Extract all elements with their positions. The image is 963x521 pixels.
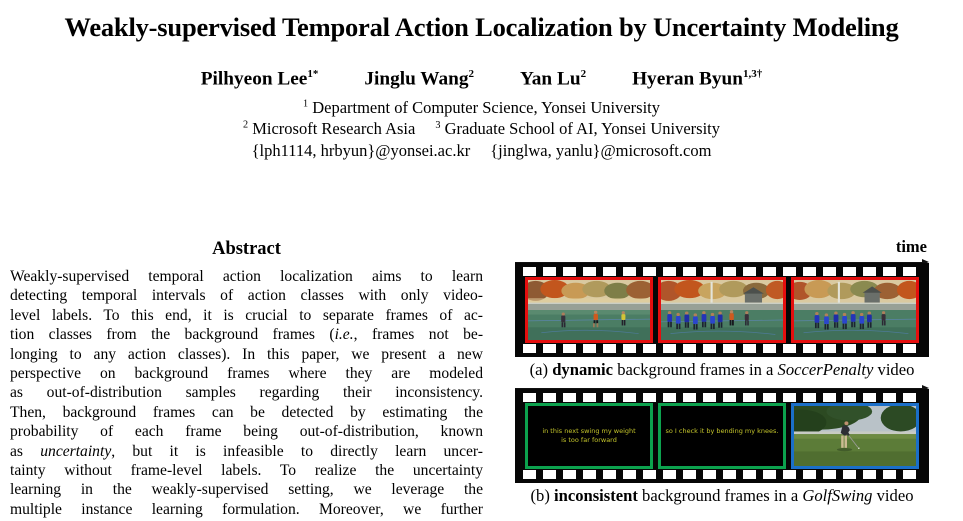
text-segment: multiple instance learning formulation. Moreover, we further [10, 500, 483, 518]
text-segment: Department of Computer Science, Yonsei University [308, 98, 661, 117]
text-segment: level labels. To this end, it is crucial to separate frames of ac- [10, 306, 483, 324]
subtitle-text: so I check it by bending my knees. [665, 427, 779, 435]
time-axis-label: time [895, 237, 927, 256]
video-frame-a1 [525, 277, 653, 343]
text-segment: i.e. [334, 326, 354, 344]
film-sprocket-holes [523, 393, 921, 402]
paper-title: Weakly-supervised Temporal Action Localization by Uncertainty Modeling [64, 12, 899, 42]
author-4: Hyeran Byun$^{1,3\dagger}$ [632, 68, 763, 90]
film-strip-golf [515, 389, 929, 483]
abstract-line [10, 403, 483, 422]
text-segment: , frames not be- [353, 326, 484, 344]
abstract-line [10, 480, 483, 499]
subtitle-text: in this next swing my weight is too far forward [542, 427, 636, 444]
abstract-line [10, 306, 483, 325]
soccer-penalty-photo-2 [661, 280, 783, 340]
text-segment: longing to any action classes). In this paper, we present a new [10, 345, 483, 363]
text-segment: video [873, 360, 915, 379]
author-2: Jinglu Wang$^2$ [364, 68, 474, 90]
film-strip-soccer [515, 263, 929, 357]
abstract-line [10, 286, 483, 305]
video-frame-b2 [658, 403, 786, 469]
text-segment: background frames in a [613, 360, 778, 379]
caption-a [501, 360, 943, 380]
abstract-line [10, 500, 483, 519]
text-segment: uncertainty [40, 442, 112, 460]
text-segment: dynamic [552, 360, 614, 379]
text-segment: 3 [435, 119, 441, 131]
teaser-figure [515, 237, 929, 521]
text-segment: as out-of-distribution samples regarding their inconsistency. [10, 384, 483, 402]
text-segment: {lph1114, hrbyun}@yonsei.ac.kr [251, 141, 471, 160]
text-segment: Weakly-supervised temporal action localization aims to learn [10, 268, 483, 285]
abstract-line [10, 383, 483, 402]
text-segment: perspective on background frames where they are modeled [10, 364, 483, 382]
text-segment: SoccerPenalty [777, 360, 874, 379]
text-segment: {jinglwa, yanlu}@microsoft.com [490, 141, 712, 160]
abstract-line [10, 267, 483, 286]
text-segment: 2 [242, 119, 249, 131]
video-frame-a3 [791, 277, 919, 343]
text-segment: Graduate School of AI, Yonsei University [440, 119, 721, 138]
video-frame-b3 [791, 403, 919, 469]
text-segment: detecting temporal intervals of action classes with only video- [10, 287, 483, 305]
film-sprocket-holes [523, 344, 921, 353]
film-sprocket-holes [523, 267, 921, 276]
golf-swing-photo [794, 406, 916, 466]
abstract-line [10, 345, 483, 364]
text-segment: GolfSwing [802, 486, 873, 505]
caption-b [501, 486, 943, 506]
video-frame-b1 [525, 403, 653, 469]
abstract-section [10, 0, 483, 521]
abstract-line [10, 325, 483, 344]
abstract-heading: Abstract [212, 239, 281, 259]
author-1: Pilhyeon Lee$^{1*}$ [200, 68, 319, 90]
author-3: Yan Lu$^2$ [520, 68, 587, 90]
text-segment: 1 [302, 98, 309, 110]
text-segment: as [10, 442, 41, 460]
abstract-line [10, 442, 483, 461]
text-segment: Then, background frames can be detected by estimating the [10, 403, 483, 421]
soccer-penalty-photo-1 [528, 280, 650, 340]
abstract-body [10, 267, 483, 519]
text-segment: learning in the weakly-supervised setting, we leverage the [10, 481, 483, 499]
text-segment: video [872, 486, 914, 505]
text-segment: background frames in a [637, 486, 803, 505]
soccer-penalty-photo-3 [794, 280, 916, 340]
abstract-line [10, 364, 483, 383]
text-segment: inconsistent [554, 486, 638, 505]
abstract-line [10, 461, 483, 480]
video-frame-a2 [658, 277, 786, 343]
text-segment: probability of each frame being out-of-distribution, known [10, 423, 483, 441]
text-segment: Microsoft Research Asia [248, 119, 416, 138]
text-segment: , but it is infeasible to directly learn uncer- [111, 442, 483, 460]
abstract-line [10, 422, 483, 441]
text-segment: (a) [529, 360, 553, 379]
text-segment: (b) [530, 486, 554, 505]
text-segment: tainty without frame-level labels. To realize the uncertainty [10, 461, 483, 479]
film-sprocket-holes [523, 470, 921, 479]
text-segment: tion classes from the background frames ( [10, 326, 335, 344]
